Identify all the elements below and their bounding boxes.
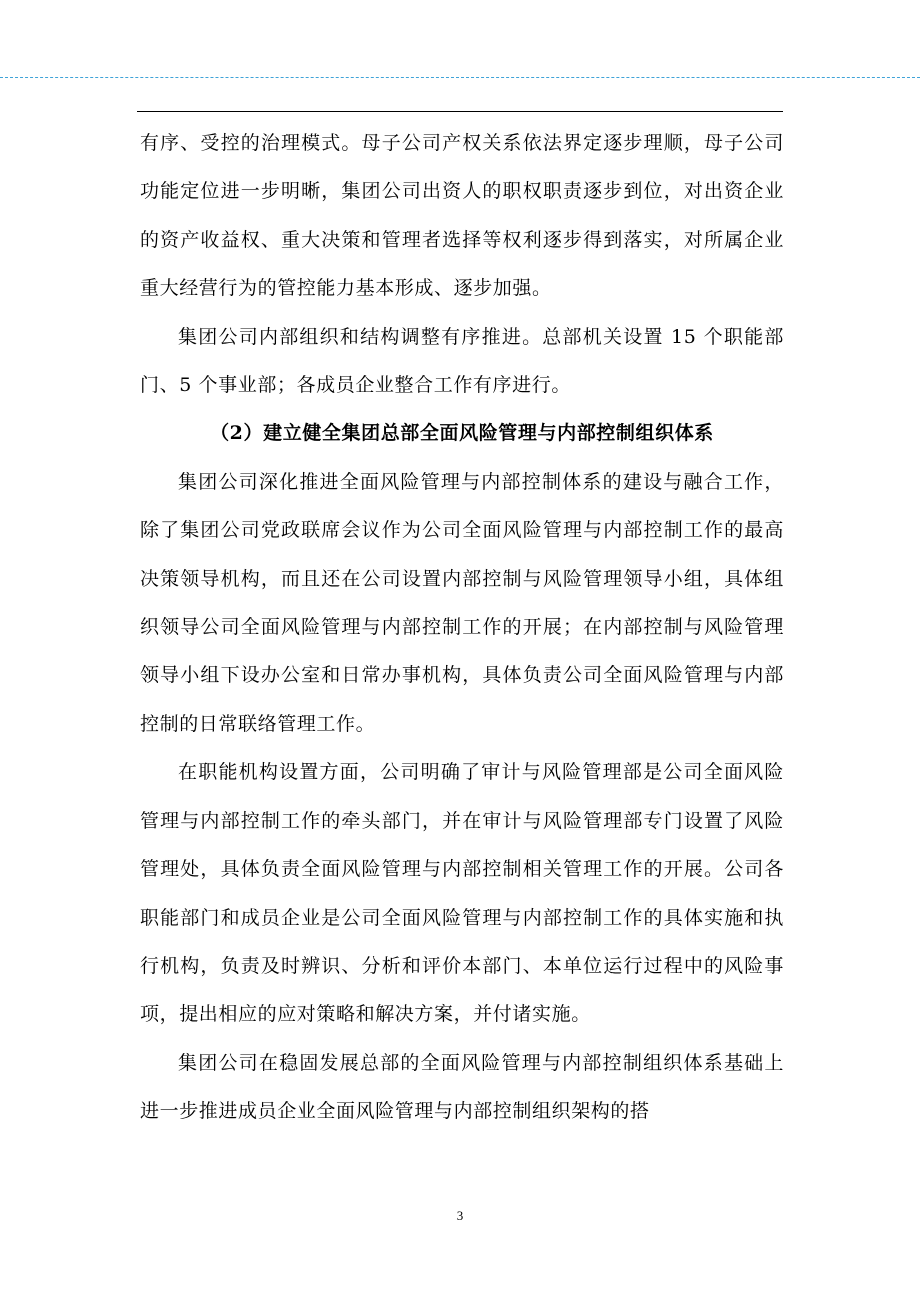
paragraph-organization-adjustment: 集团公司内部组织和结构调整有序推进。总部机关设置 15 个职能部门、5 个事业部；各成员企业整合工作有序进行。 (140, 325, 784, 397)
paragraph-continuation: 有序、受控的治理模式。母子公司产权关系依法界定逐步理顺，母子公司功能定位进一步明晰，集团公司出资人的职权职责逐步到位，对出资企业的资产收益权、重大决策和管理者选择等权利逐步得到落实，对所属企业重大经营行为的管控能力基本形成、逐步加强。 (140, 132, 784, 300)
document-body (140, 119, 784, 1136)
top-dashed-rule (0, 77, 920, 78)
paragraph-member-enterprises: 集团公司在稳固发展总部的全面风险管理与内部控制组织体系基础上进一步推进成员企业全面风险管理与内部控制组织架构的搭 (140, 1051, 784, 1123)
paragraph-risk-management-structure: 集团公司深化推进全面风险管理与内部控制体系的建设与融合工作，除了集团公司党政联席会议作为公司全面风险管理与内部控制工作的最高决策领导机构，而且还在公司设置内部控制与风险管理领导小组，具体组织领导公司全面风险管理与内部控制工作的开展；在内部控制与风险管理领导小组下设办公室和日常办事机构，具体负责公司全面风险管理与内部控制的日常联络管理工作。 (140, 470, 784, 735)
paragraph-functional-departments: 在职能机构设置方面，公司明确了审计与风险管理部是公司全面风险管理与内部控制工作的牵头部门，并在审计与风险管理部专门设置了风险管理处，具体负责全面风险管理与内部控制相关管理工作的开展。公司各职能部门和成员企业是公司全面风险管理与内部控制工作的具体实施和执行机构，负责及时辨识、分析和评价本部门、本单位运行过程中的风险事项，提出相应的应对策略和解决方案，并付诸实施。 (140, 761, 784, 1026)
page-number: 3 (456, 1208, 464, 1223)
header-rule (137, 111, 783, 112)
section-heading: （2）建立健全集团总部全面风险管理与内部控制组织体系 (210, 422, 714, 445)
